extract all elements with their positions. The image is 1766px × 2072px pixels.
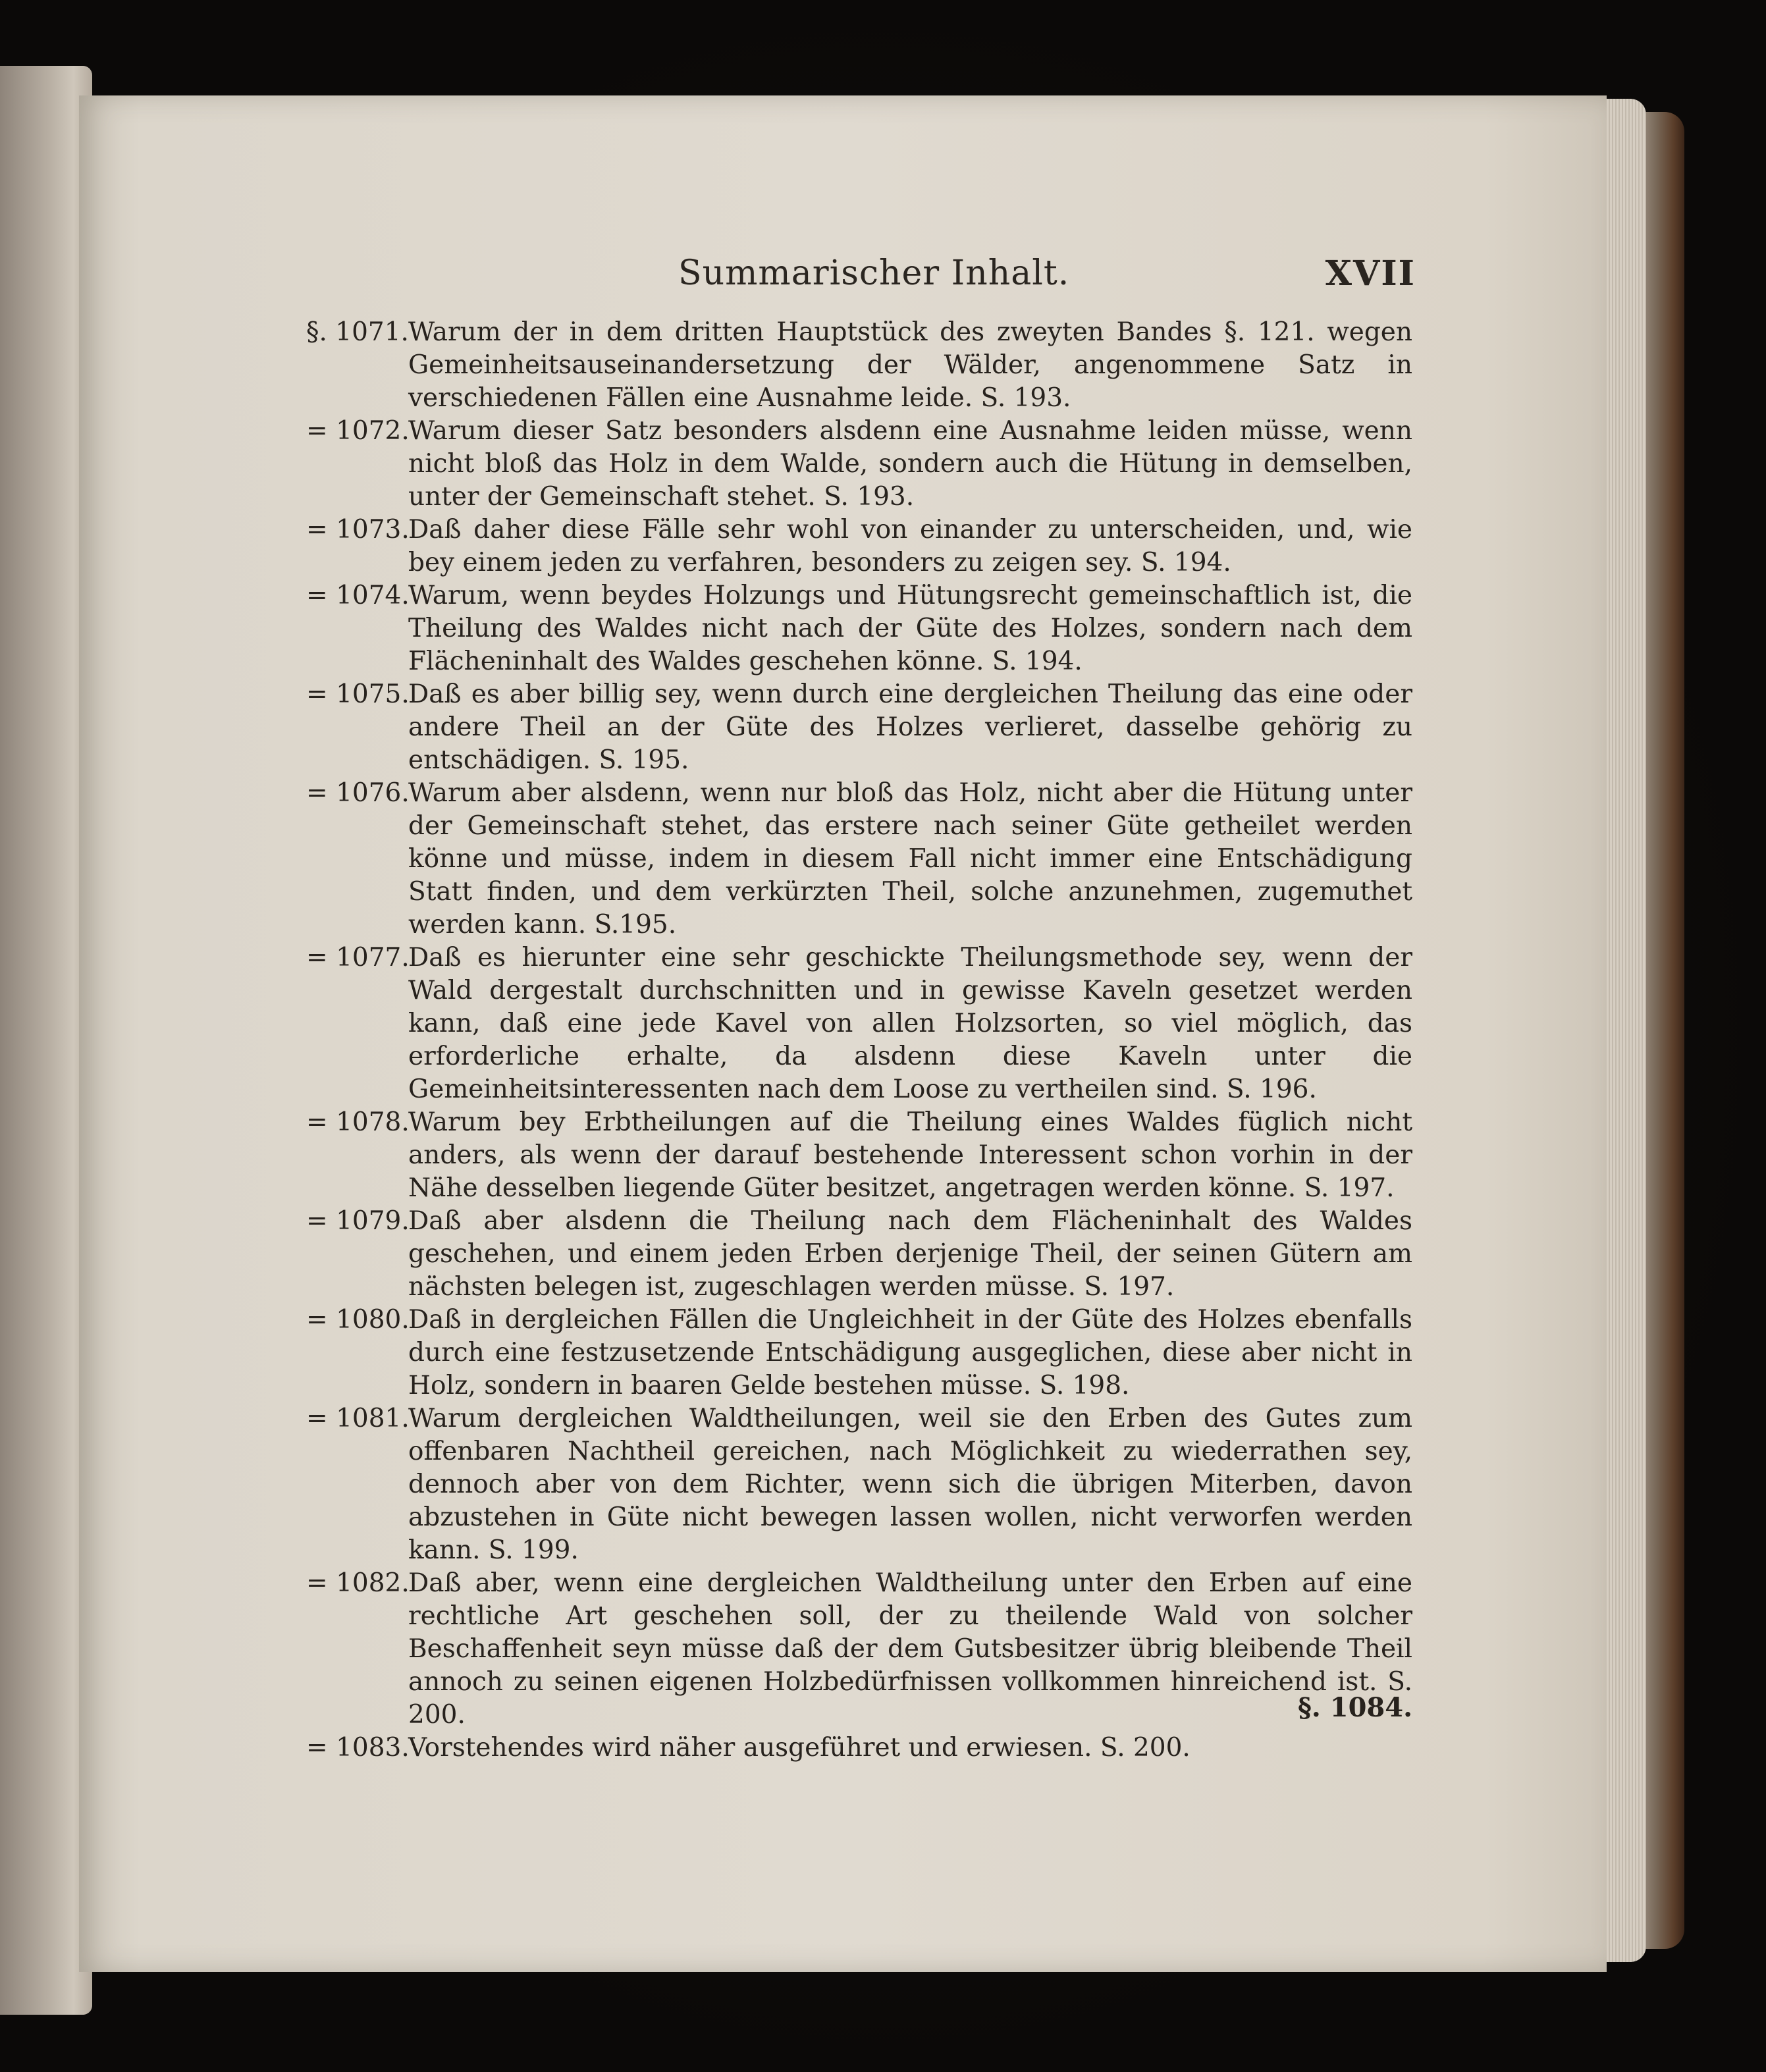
entry-number: = 1072. bbox=[306, 416, 410, 446]
list-item bbox=[306, 1402, 1412, 1567]
entry-number: = 1083. bbox=[306, 1733, 410, 1763]
list-item bbox=[306, 1304, 1412, 1402]
list-item bbox=[306, 678, 1412, 777]
entry-text: Daß es hierunter eine sehr geschickte Theilungsmethode sey, wenn der Wald dergestalt durchschnitten und in gewisse Kaveln gesetzet werden kann, daß eine jede Kavel von allen Holzsorten, so viel möglich, das erforderliche erhalte, da alsdenn diese Kaveln unter die Gemeinheitsinteressenten nach dem Loose zu vertheilen sind. S. 196. bbox=[408, 943, 1412, 1104]
entry-number: = 1077. bbox=[306, 943, 410, 972]
entry-number: = 1075. bbox=[306, 679, 410, 709]
list-item bbox=[306, 777, 1412, 942]
entry-number: = 1076. bbox=[306, 778, 410, 808]
page-header bbox=[678, 253, 1416, 306]
entry-text: Warum bey Erbtheilungen auf die Theilung eines Waldes füglich nicht anders, als wenn der darauf bestehende Interessent schon vorhin in der Nähe desselben liegende Güter besitzet, angetragen werden könne. S. 197. bbox=[408, 1107, 1412, 1203]
entry-text: Daß in dergleichen Fällen die Ungleichheit in der Güte des Holzes ebenfalls durch eine festzusetzende Entschädigung ausgeglichen, diese aber nicht in Holz, sondern in baaren Gelde bestehen müsse. S. 198. bbox=[408, 1305, 1412, 1400]
catchword: §. 1084. bbox=[1297, 1692, 1412, 1723]
list-item bbox=[306, 1205, 1412, 1304]
running-title: Summarischer Inhalt. bbox=[678, 253, 1070, 293]
entry-text: Daß aber, wenn eine dergleichen Waldtheilung unter den Erben auf eine rechtliche Art geschehen soll, der zu theilende Wald von solcher Beschaffenheit seyn müsse daß der dem Gutsbesitzer übrig bleibende Theil annoch zu seinen eigenen Holzbedürfnissen vollkommen hinreichend ist. S. 200. bbox=[408, 1568, 1412, 1730]
entry-text: Vorstehendes wird näher ausgeführet und erwiesen. S. 200. bbox=[408, 1733, 1191, 1763]
list-item bbox=[306, 415, 1412, 514]
entry-number: = 1074. bbox=[306, 581, 410, 610]
entry-number: = 1073. bbox=[306, 515, 410, 545]
entry-number: = 1078. bbox=[306, 1107, 410, 1137]
entry-number: = 1079. bbox=[306, 1206, 410, 1236]
list-item bbox=[306, 514, 1412, 579]
list-item bbox=[306, 1567, 1412, 1732]
entry-text: Warum dieser Satz besonders alsdenn eine Ausnahme leiden müsse, wenn nicht bloß das Holz in dem Walde, sondern auch die Hütung in demselben, unter der Gemeinschaft stehet. S. 193. bbox=[408, 416, 1412, 512]
entry-number: = 1081. bbox=[306, 1404, 410, 1433]
list-item bbox=[306, 1106, 1412, 1205]
entry-text: Warum, wenn beydes Holzungs und Hütungsrecht gemeinschaftlich ist, die Theilung des Waldes nicht nach der Güte des Holzes, sondern nach dem Flächeninhalt des Waldes geschehen könne. S. 194. bbox=[408, 581, 1412, 676]
entry-number: §. 1071. bbox=[306, 317, 409, 347]
list-item bbox=[306, 942, 1412, 1106]
entry-text: Daß aber alsdenn die Theilung nach dem Flächeninhalt des Waldes geschehen, und einem jeden Erben derjenige Theil, der seinen Gütern am nächsten belegen ist, zugeschlagen werden müsse. S. 197. bbox=[408, 1206, 1412, 1302]
entry-text: Daß es aber billig sey, wenn durch eine dergleichen Theilung das eine oder andere Theil an der Güte des Holzes verlieret, dasselbe gehörig zu entschädigen. S. 195. bbox=[408, 679, 1412, 775]
entry-text: Warum aber alsdenn, wenn nur bloß das Holz, nicht aber die Hütung unter der Gemeinschaft stehet, das erstere nach seiner Güte getheilet werden könne und müsse, indem in diesem Fall nicht immer eine Entschädigung Statt finden, und dem verkürzten Theil, solche anzunehmen, zugemuthet werden kann. S.195. bbox=[408, 778, 1412, 940]
list-item bbox=[306, 316, 1412, 415]
left-page-edge bbox=[0, 66, 92, 2015]
entry-text: Daß daher diese Fälle sehr wohl von einander zu unterscheiden, und, wie bey einem jeden zu verfahren, besonders zu zeigen sey. S. 194. bbox=[408, 515, 1412, 577]
entry-text: Warum dergleichen Waldtheilungen, weil sie den Erben des Gutes zum offenbaren Nachtheil gereichen, nach Möglichkeit zu wiederrathen sey, dennoch aber von dem Richter, wenn sich die übrigen Miterben, davon abzustehen in Güte nicht bewegen lassen wollen, nicht verworfen werden kann. S. 199. bbox=[408, 1404, 1412, 1565]
page-number: XVII bbox=[1325, 253, 1416, 294]
entry-number: = 1080. bbox=[306, 1305, 410, 1335]
entry-number: = 1082. bbox=[306, 1568, 410, 1598]
entry-text: Warum der in dem dritten Hauptstück des zweyten Bandes §. 121. wegen Gemeinheitsauseinandersetzung der Wälder, angenommene Satz in verschiedenen Fällen eine Ausnahme leide. S. 193. bbox=[408, 317, 1412, 413]
list-item bbox=[306, 579, 1412, 678]
entry-list bbox=[306, 316, 1412, 1765]
list-item bbox=[306, 1732, 1412, 1765]
